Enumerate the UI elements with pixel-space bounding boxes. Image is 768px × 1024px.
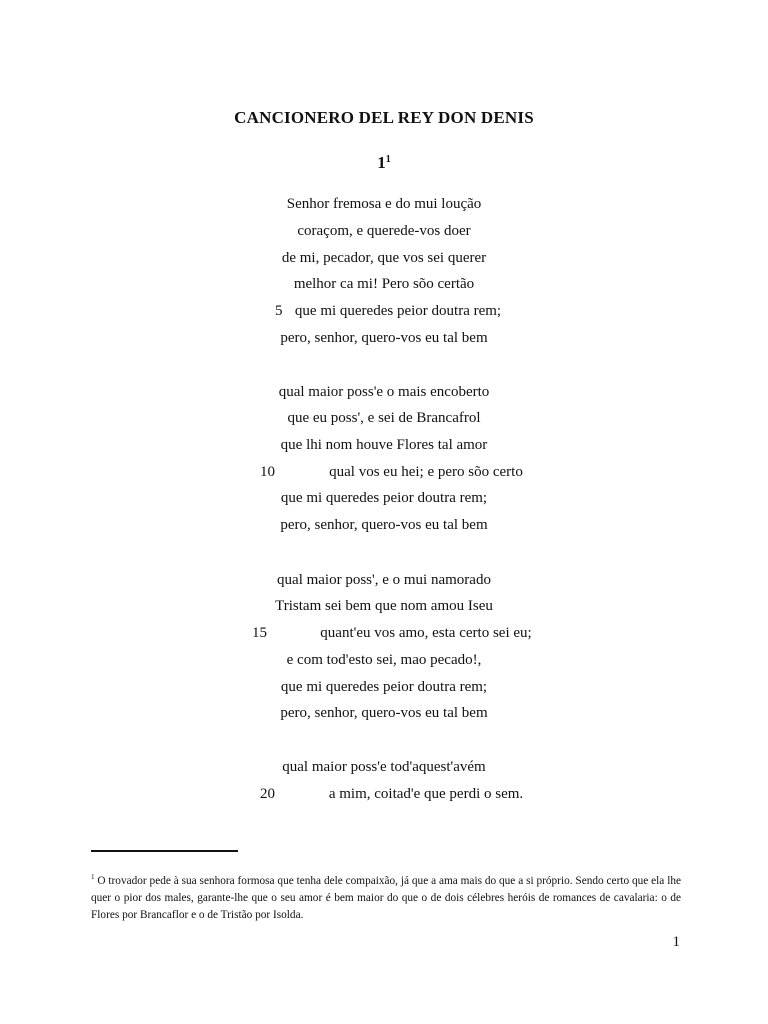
verse-line-text: que mi queredes peior doutra rem; xyxy=(280,679,488,695)
verse-line-text: qual maior poss', e o mui namorado xyxy=(277,572,491,588)
verse-line-text: de mi, pecador, que vos sei querer xyxy=(281,250,487,266)
verse-line xyxy=(0,570,768,597)
verse-line-text: que eu poss', e sei de Brancafrol xyxy=(287,410,481,426)
verse-line-text: que mi queredes peior doutra rem; xyxy=(294,303,502,319)
verse-line-text: qual maior poss'e o mais encoberto xyxy=(278,384,490,400)
verse-line xyxy=(0,462,768,489)
title-initial: D xyxy=(480,108,494,127)
poem-number xyxy=(0,153,768,173)
verse-line xyxy=(0,382,768,409)
verse-line xyxy=(0,221,768,248)
verse-line xyxy=(0,784,768,811)
verse-line-text: Tristam sei bem que nom amou Iseu xyxy=(275,598,493,614)
title-smallcaps-part: ENIS xyxy=(493,108,534,127)
verse-line xyxy=(0,435,768,462)
verse-line xyxy=(0,194,768,221)
verse-line-number: 5 xyxy=(275,303,283,319)
footnote-separator xyxy=(91,850,238,852)
verse-line xyxy=(0,515,768,542)
verse-line xyxy=(0,650,768,677)
title-initial: C xyxy=(234,108,247,127)
verse-line-text: coraçom, e querede-vos doer xyxy=(297,223,471,239)
verse-line-number: 15 xyxy=(252,625,267,641)
verse-line xyxy=(0,596,768,623)
title-smallcaps-part: ANCIONERO DEL REY DON xyxy=(246,108,481,127)
verse-line-text: e com tod'esto sei, mao pecado!, xyxy=(286,652,482,668)
verse-line xyxy=(0,703,768,730)
page-number: 1 xyxy=(672,934,680,950)
verse-line xyxy=(0,623,768,650)
verse-line-text: Senhor fremosa e do mui loução xyxy=(286,196,482,212)
verse-line-text: quant'eu vos amo, esta certo sei eu; xyxy=(320,625,532,641)
verse-line xyxy=(0,408,768,435)
verse-line-text: que lhi nom houve Flores tal amor xyxy=(280,437,488,453)
verse-line-text: pero, senhor, quero-vos eu tal bem xyxy=(280,330,488,346)
verse-line xyxy=(0,677,768,704)
document-title xyxy=(0,108,768,128)
verse-line-text: pero, senhor, quero-vos eu tal bem xyxy=(280,517,488,533)
footnote-text: O trovador pede à sua senhora formosa que tenha dele compaixão, já que a ama mais do que a si próprio. Sendo certo que ela lhe quer o pior dos males, garante-lhe que o seu amor é bem maior do que o de dois célebres heróis de romances de cavalaria: o de Flores por Brancaflor e o de Tristão por Isolda. xyxy=(91,875,681,921)
footnote-marker: 1 xyxy=(91,873,95,881)
verse-line-text: melhor ca mi! Pero sõo certão xyxy=(293,276,475,292)
verse-line xyxy=(0,274,768,301)
verse-line-number: 10 xyxy=(260,464,275,480)
footnote-reference: 1 xyxy=(385,154,391,165)
verse-line-text: a mim, coitad'e que perdi o sem. xyxy=(328,786,524,802)
verse-line xyxy=(0,328,768,355)
verse-line xyxy=(0,248,768,275)
verse-line-text: que mi queredes peior doutra rem; xyxy=(280,490,488,506)
verse-line-text: pero, senhor, quero-vos eu tal bem xyxy=(280,705,488,721)
verse-line-number: 20 xyxy=(260,786,275,802)
verse-line xyxy=(0,301,768,328)
verse-line xyxy=(0,757,768,784)
verse-line-text: qual maior poss'e tod'aquest'avém xyxy=(282,759,486,775)
verse-line-text: qual vos eu hei; e pero sõo certo xyxy=(329,464,523,480)
footnote xyxy=(91,869,681,924)
poem-number-value: 1 xyxy=(377,153,386,172)
verse-line xyxy=(0,488,768,515)
